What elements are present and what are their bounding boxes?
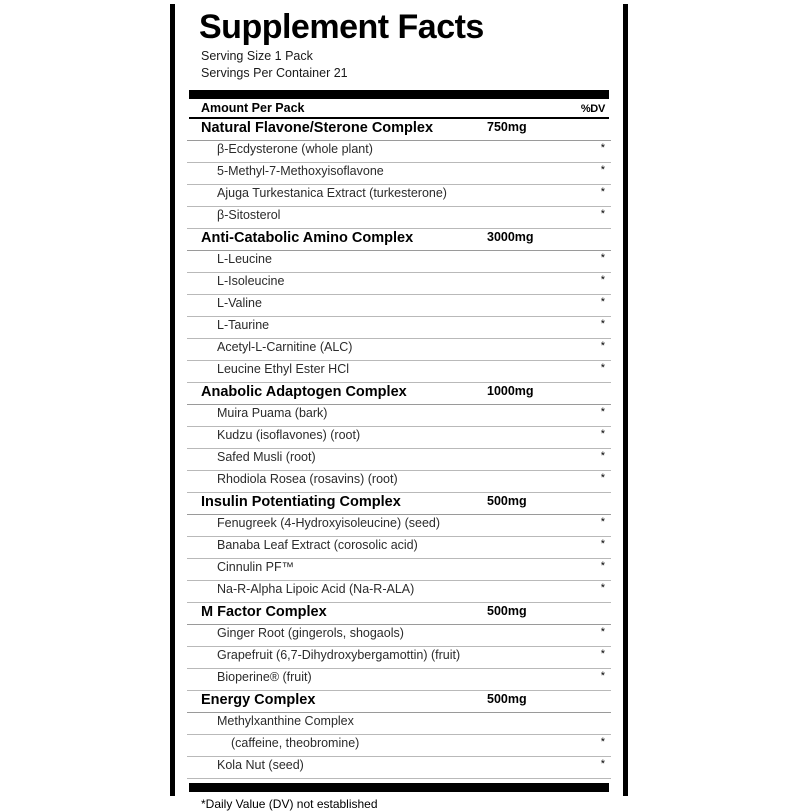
daily-value-star: * (600, 472, 605, 485)
supplement-facts-panel (170, 4, 628, 811)
daily-value-star: * (600, 626, 605, 639)
divider-thick-bottom (189, 783, 609, 792)
ingredient-name: Fenugreek (4-Hydroxyisoleucine) (seed) (217, 516, 441, 531)
amount-per-pack-header-row (187, 99, 611, 117)
ingredient-row (187, 537, 611, 559)
ingredient-row (187, 163, 611, 185)
ingredient-row (187, 515, 611, 537)
ingredient-row (187, 449, 611, 471)
ingredient-name: L-Isoleucine (217, 274, 285, 289)
ingredient-row (187, 647, 611, 669)
divider-thick-top (189, 90, 609, 99)
footnote-text: *Daily Value (DV) not established (201, 797, 378, 811)
ingredient-row (187, 207, 611, 229)
ingredient-group-row (187, 383, 611, 405)
ingredient-name: Na-R-Alpha Lipoic Acid (Na-R-ALA) (217, 582, 415, 597)
serving-size-text: Serving Size 1 Pack (201, 48, 313, 63)
ingredient-name: Kola Nut (seed) (217, 758, 304, 773)
ingredient-name: Energy Complex (201, 692, 316, 709)
servings-per-container-text: Servings Per Container 21 (201, 65, 348, 80)
amount-per-pack-label: Amount Per Pack (201, 101, 305, 116)
ingredient-name: Acetyl-L-Carnitine (ALC) (217, 340, 353, 355)
daily-value-star: * (600, 406, 605, 419)
ingredient-row (187, 713, 611, 735)
ingredient-amount: 750mg (487, 120, 527, 135)
ingredient-amount: 3000mg (487, 230, 534, 245)
ingredient-row (187, 295, 611, 317)
ingredient-group-row (187, 603, 611, 625)
ingredient-name: β-Ecdysterone (whole plant) (217, 142, 373, 157)
ingredient-name: Kudzu (isoflavones) (root) (217, 428, 361, 443)
ingredient-name: Methylxanthine Complex (217, 714, 354, 729)
daily-value-star: * (600, 670, 605, 683)
daily-value-star: * (600, 318, 605, 331)
ingredient-row (187, 625, 611, 647)
ingredient-row (187, 339, 611, 361)
daily-value-star: * (600, 450, 605, 463)
ingredient-group-row (187, 493, 611, 515)
ingredient-name: Anti-Catabolic Amino Complex (201, 230, 414, 247)
ingredient-name: Ajuga Turkestanica Extract (turkesterone) (217, 186, 447, 201)
daily-value-star: * (600, 252, 605, 265)
daily-value-star: * (600, 340, 605, 353)
ingredient-row (187, 141, 611, 163)
ingredient-name: (caffeine, theobromine) (231, 736, 360, 751)
ingredient-row (187, 757, 611, 779)
daily-value-star: * (600, 736, 605, 749)
ingredient-row (187, 251, 611, 273)
ingredient-group-row (187, 119, 611, 141)
ingredient-row (187, 559, 611, 581)
daily-value-star: * (600, 208, 605, 221)
ingredient-row (187, 581, 611, 603)
ingredient-row (187, 317, 611, 339)
ingredient-name: Muira Puama (bark) (217, 406, 328, 421)
ingredient-amount: 500mg (487, 494, 527, 509)
ingredient-amount: 500mg (487, 604, 527, 619)
daily-value-label: %DV (580, 103, 605, 116)
ingredient-row (187, 427, 611, 449)
daily-value-star: * (600, 560, 605, 573)
daily-value-star: * (600, 516, 605, 529)
ingredient-name: Banaba Leaf Extract (corosolic acid) (217, 538, 418, 553)
daily-value-star: * (600, 582, 605, 595)
daily-value-star: * (600, 296, 605, 309)
ingredient-name: β-Sitosterol (217, 208, 281, 223)
ingredient-name: L-Valine (217, 296, 262, 311)
ingredient-group-row (187, 691, 611, 713)
ingredient-name: Natural Flavone/Sterone Complex (201, 120, 434, 137)
daily-value-star: * (600, 758, 605, 771)
daily-value-star: * (600, 538, 605, 551)
ingredient-name: Insulin Potentiating Complex (201, 494, 401, 511)
ingredient-name: Grapefruit (6,7-Dihydroxybergamottin) (fruit) (217, 648, 461, 663)
ingredient-name: L-Taurine (217, 318, 270, 333)
daily-value-star: * (600, 362, 605, 375)
daily-value-star: * (600, 274, 605, 287)
ingredient-row (187, 735, 611, 757)
ingredient-name: Anabolic Adaptogen Complex (201, 384, 407, 401)
ingredient-row (187, 669, 611, 691)
ingredient-amount: 500mg (487, 692, 527, 707)
daily-value-star: * (600, 428, 605, 441)
ingredient-name: M Factor Complex (201, 604, 327, 621)
daily-value-star: * (600, 164, 605, 177)
ingredient-group-row (187, 229, 611, 251)
ingredient-row (187, 361, 611, 383)
ingredient-table (187, 119, 611, 779)
ingredient-name: Cinnulin PF™ (217, 560, 295, 575)
ingredient-name: Leucine Ethyl Ester HCl (217, 362, 350, 377)
daily-value-star: * (600, 648, 605, 661)
ingredient-name: Rhodiola Rosea (rosavins) (root) (217, 472, 398, 487)
ingredient-name: L-Leucine (217, 252, 272, 267)
ingredient-amount: 1000mg (487, 384, 534, 399)
ingredient-name: Bioperine® (fruit) (217, 670, 312, 685)
page-title: Supplement Facts (199, 8, 484, 46)
ingredient-row (187, 273, 611, 295)
ingredient-row (187, 405, 611, 427)
ingredient-row (187, 471, 611, 493)
ingredient-name: Ginger Root (gingerols, shogaols) (217, 626, 404, 641)
ingredient-row (187, 185, 611, 207)
ingredient-name: Safed Musli (root) (217, 450, 316, 465)
daily-value-star: * (600, 142, 605, 155)
ingredient-name: 5-Methyl-7-Methoxyisoflavone (217, 164, 384, 179)
daily-value-star: * (600, 186, 605, 199)
